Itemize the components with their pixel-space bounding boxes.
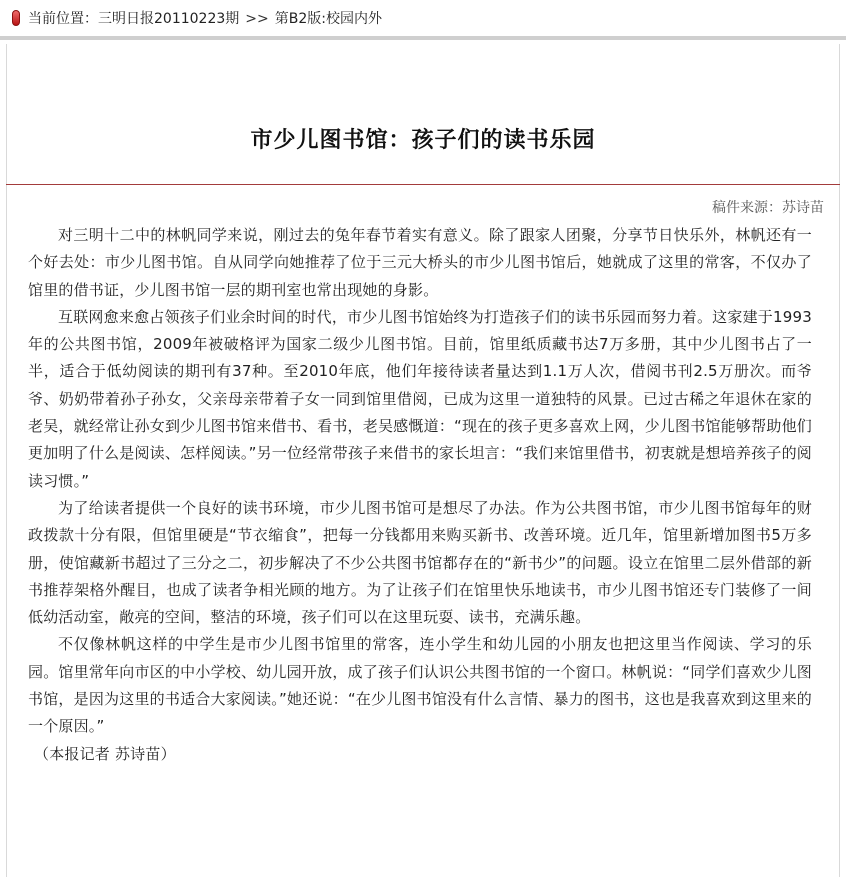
title-divider [6, 184, 840, 185]
article-paragraph: 互联网愈来愈占领孩子们业余时间的时代，市少儿图书馆始终为打造孩子们的读书乐园而努力着。这家建于1993年的公共图书馆，2009年被破格评为国家二级少儿图书馆。目前，馆里纸质藏书达7万多册，其中少儿图书占了一半，适合于低幼阅读的期刊有37种。至2010年底，他们年接待读者量达到1.1万人次，借阅书刊2.5万册次。而爷爷、奶奶带着孙子孙女，父亲母亲带着子女一同到馆里借阅，已成为这里一道独特的风景。已过古稀之年退休在家的老吴，就经常让孙女到少儿图书馆来借书、看书，老吴感慨道：“现在的孩子更多喜欢上网，少儿图书馆能够帮助他们更加明了什么是阅读、怎样阅读。”另一位经常带孩子来借书的家长坦言：“我们来馆里借书，初衷就是想培养孩子的阅读习惯。” [28, 307, 812, 490]
breadcrumb-text [28, 9, 382, 29]
article-source: 稿件来源：苏诗苗 [712, 200, 824, 216]
breadcrumb-label: 当前位置： [28, 11, 98, 27]
article-paragraph: 不仅像林帆这样的中学生是市少儿图书馆里的常客，连小学生和幼儿园的小朋友也把这里当作阅读、学习的乐园。馆里常年向市区的中小学校、幼儿园开放，成了孩子们认识公共图书馆的一个窗口。林帆说：“同学们喜欢少儿图书馆，是因为这里的书适合大家阅读。”她还说：“在少儿图书馆没有什么言情、暴力的图书，这也是我喜欢到这里来的一个原因。” [28, 635, 812, 736]
breadcrumb-link-section[interactable]: 第B2版:校园内外 [274, 11, 382, 27]
article-body [28, 222, 812, 768]
article-paragraph: 为了给读者提供一个良好的读书环境，市少儿图书馆可是想尽了办法。作为公共图书馆，市少儿图书馆每年的财政拨款十分有限，但馆里硬是“节衣缩食”，把每一分钱都用来购买新书、改善环境。近几年，馆里新增加图书5万多册，使馆藏新书超过了三分之二，初步解决了不少公共图书馆都存在的“新书少”的问题。设立在馆里二层外借部的新书推荐架格外醒目，也成了读者争相光顾的地方。为了让孩子们在馆里快乐地读书，市少儿图书馆还专门装修了一间低幼活动室，敞亮的空间，整洁的环境，孩子们可以在这里玩耍、读书，充满乐趣。 [28, 498, 812, 627]
article-byline: （本报记者 苏诗苗） [34, 744, 176, 763]
breadcrumb [0, 0, 846, 40]
page-title: 市少儿图书馆：孩子们的读书乐园 [250, 127, 596, 153]
breadcrumb-separator: >> [245, 11, 269, 27]
breadcrumb-link-issue[interactable]: 三明日报20110223期 [98, 11, 240, 27]
location-marker-icon [12, 10, 20, 26]
article-paragraph: 对三明十二中的林帆同学来说，刚过去的兔年春节着实有意义。除了跟家人团聚，分享节日快乐外，林帆还有一个好去处：市少儿图书馆。自从同学向她推荐了位于三元大桥头的市少儿图书馆后，她就成了这里的常客，不仅办了馆里的借书证，少儿图书馆一层的期刊室也常出现她的身影。 [28, 226, 812, 299]
